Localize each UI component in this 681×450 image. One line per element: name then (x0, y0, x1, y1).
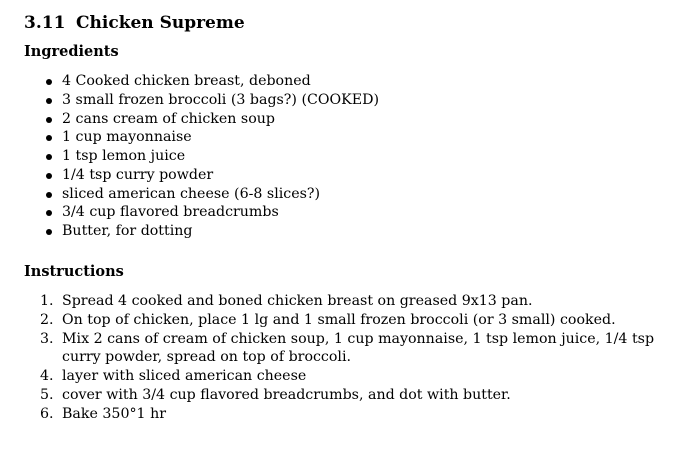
instruction-step (0, 311, 681, 330)
bullet-icon (46, 210, 52, 216)
ingredient-text: 4 Cooked chicken breast, deboned (62, 73, 311, 89)
ingredient-item (0, 128, 379, 147)
ingredient-text: sliced american cheese (6-8 slices?) (62, 185, 321, 202)
ingredients-heading: Ingredients (24, 43, 119, 60)
ingredient-text: 3/4 cup flavored breadcrumbs (62, 204, 279, 221)
ingredient-item (0, 72, 379, 91)
bullet-icon (46, 98, 52, 104)
instruction-step (0, 330, 681, 368)
instructions-heading: Instructions (24, 263, 124, 280)
bullet-icon (46, 135, 52, 141)
step-text: On top of chicken, place 1 lg and 1 small frozen broccoli (or 3 small) cooked. (62, 311, 616, 328)
step-number: 6. (40, 405, 54, 422)
ingredients-list (0, 72, 379, 241)
ingredient-item (0, 166, 379, 185)
ingredient-item (0, 91, 379, 110)
step-number: 5. (40, 386, 54, 403)
step-text: Mix 2 cans of cream of chicken soup, 1 cup mayonnaise, 1 tsp lemon juice, 1/4 tsp curry powder, spread on top of broccoli. (62, 330, 655, 366)
step-text: Bake 350°1 hr (62, 405, 167, 422)
instruction-step (0, 292, 681, 311)
step-number: 1. (40, 293, 54, 309)
ingredient-item (0, 147, 379, 166)
ingredient-text: 3 small frozen broccoli (3 bags?) (COOKED) (62, 91, 379, 108)
ingredient-text: 1 tsp lemon juice (62, 148, 186, 164)
instruction-step (0, 405, 681, 424)
instruction-step (0, 367, 681, 386)
bullet-icon (46, 154, 52, 160)
instructions-list (0, 292, 681, 423)
ingredient-text: 1/4 tsp curry powder (62, 166, 214, 183)
bullet-icon (46, 79, 52, 85)
bullet-icon (46, 192, 52, 198)
ingredient-item (0, 203, 379, 222)
recipe-number: 3.11 (24, 13, 66, 33)
ingredient-text: Butter, for dotting (62, 223, 193, 239)
ingredient-item (0, 185, 379, 204)
ingredient-item (0, 110, 379, 129)
ingredient-text: 2 cans cream of chicken soup (62, 110, 275, 127)
step-text: Spread 4 cooked and boned chicken breast on greased 9x13 pan. (62, 293, 533, 309)
bullet-icon (46, 173, 52, 179)
step-text: cover with 3/4 cup flavored breadcrumbs, and dot with butter. (62, 386, 511, 403)
bullet-icon (46, 229, 52, 235)
recipe-title (24, 12, 245, 34)
instruction-step (0, 386, 681, 405)
step-number: 3. (40, 330, 54, 347)
step-number: 4. (40, 368, 54, 384)
step-number: 2. (40, 311, 54, 328)
step-text: layer with sliced american cheese (62, 368, 307, 384)
ingredient-text: 1 cup mayonnaise (62, 129, 192, 146)
recipe-name: Chicken Supreme (76, 13, 245, 33)
bullet-icon (46, 117, 52, 123)
ingredient-item (0, 222, 379, 241)
